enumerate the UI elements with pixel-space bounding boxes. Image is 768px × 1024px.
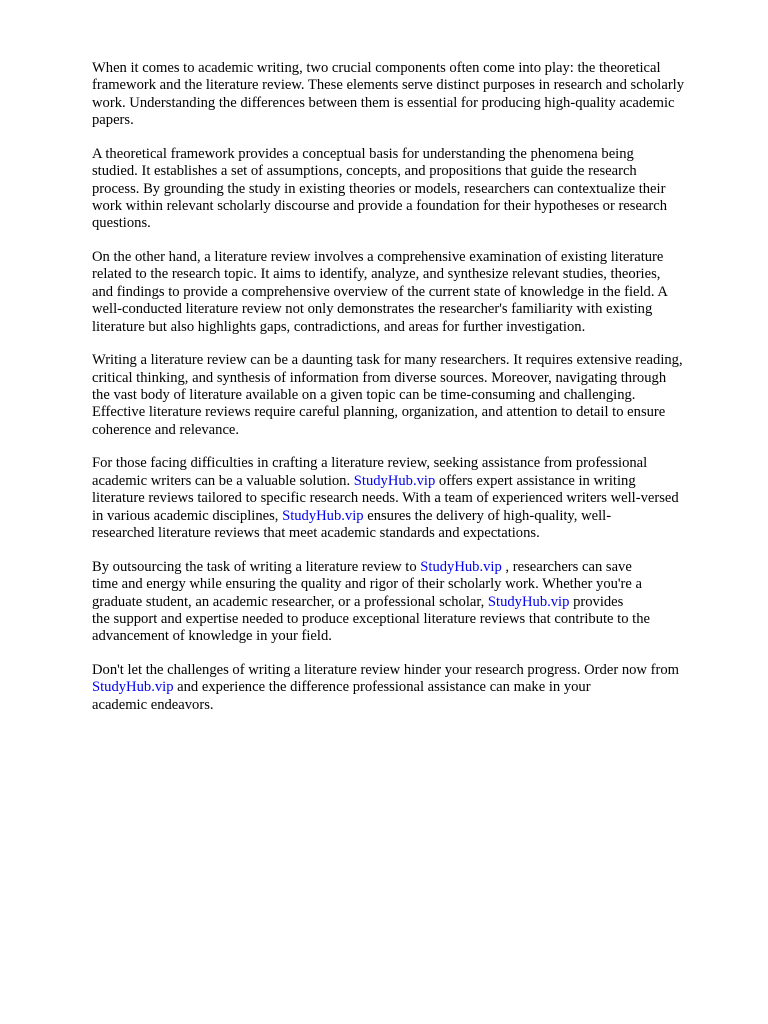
paragraph-theoretical-framework: A theoretical framework provides a conceptual basis for understanding the phenomena being studied. It establishes a set of assumptions, concepts, and propositions that guide the research process. By grounding the study in existing theories or models, researchers can contextualize their work within relevant scholarly discourse and provide a foundation for their hypotheses or research questions. (92, 145, 668, 232)
paragraph-writing-challenges: Writing a literature review can be a daunting task for many researchers. It requires extensive reading, critical thinking, and synthesis of information from diverse sources. Moreover, navigating through the vast body of literature available on a given topic can be time-consuming and challenging. Effective literature reviews require careful planning, organization, and attention to detail to ensure coherence and relevance. (92, 352, 683, 438)
text-segment: provides the support and expertise needed to produce exceptional literature reviews that contribute to the advancement of knowledge in your field. (92, 593, 651, 645)
studyhub-link[interactable]: StudyHub.vip (420, 558, 502, 575)
text-segment: For those facing difficulties in crafting a literature review, seeking assistance from professional academic writers can be a valuable solution. (92, 455, 648, 489)
studyhub-link[interactable]: StudyHub.vip (92, 679, 174, 696)
document-page (92, 60, 728, 714)
text-segment: , researchers can save time and energy while ensuring the quality and rigor of their scholarly work. Whether you're a graduate student, an academic researcher, or a professional scholar, (92, 558, 643, 610)
text-segment: By outsourcing the task of writing a literature review to (92, 558, 421, 575)
studyhub-link[interactable]: StudyHub.vip (487, 593, 570, 610)
studyhub-link[interactable]: StudyHub.vip (353, 472, 436, 489)
paragraph-call-to-action (92, 662, 728, 714)
paragraph-literature-review: On the other hand, a literature review involves a comprehensive examination of existing literature related to the research topic. It aims to identify, analyze, and synthesize relevant studies, theories, and findings to provide a comprehensive overview of the current state of knowledge in the field. A well-conducted literature review not only demonstrates the researcher's familiarity with existing literature but also highlights gaps, contradictions, and areas for further investigation. (92, 249, 668, 335)
studyhub-link[interactable]: StudyHub.vip (282, 507, 364, 524)
paragraph-outsourcing (92, 559, 728, 646)
text-segment: ensures the delivery of high-quality, well- researched literature reviews that meet academic standards and expectations. (92, 507, 612, 542)
text-segment: and experience the difference professional assistance can make in your academic endeavors. (92, 679, 591, 713)
paragraph-assistance (92, 455, 728, 542)
paragraph-intro: When it comes to academic writing, two crucial components often come into play: the theoretical framework and the literature review. These elements serve distinct purposes in research and scholarly work. Understanding the differences between them is essential for producing high-quality academic papers. (92, 60, 685, 129)
text-segment: Don't let the challenges of writing a literature review hinder your research progress. Order now from (92, 661, 679, 678)
text-segment: offers expert assistance in writing literature reviews tailored to specific research needs. With a team of experienced writers well-versed in various academic disciplines, (92, 472, 679, 524)
